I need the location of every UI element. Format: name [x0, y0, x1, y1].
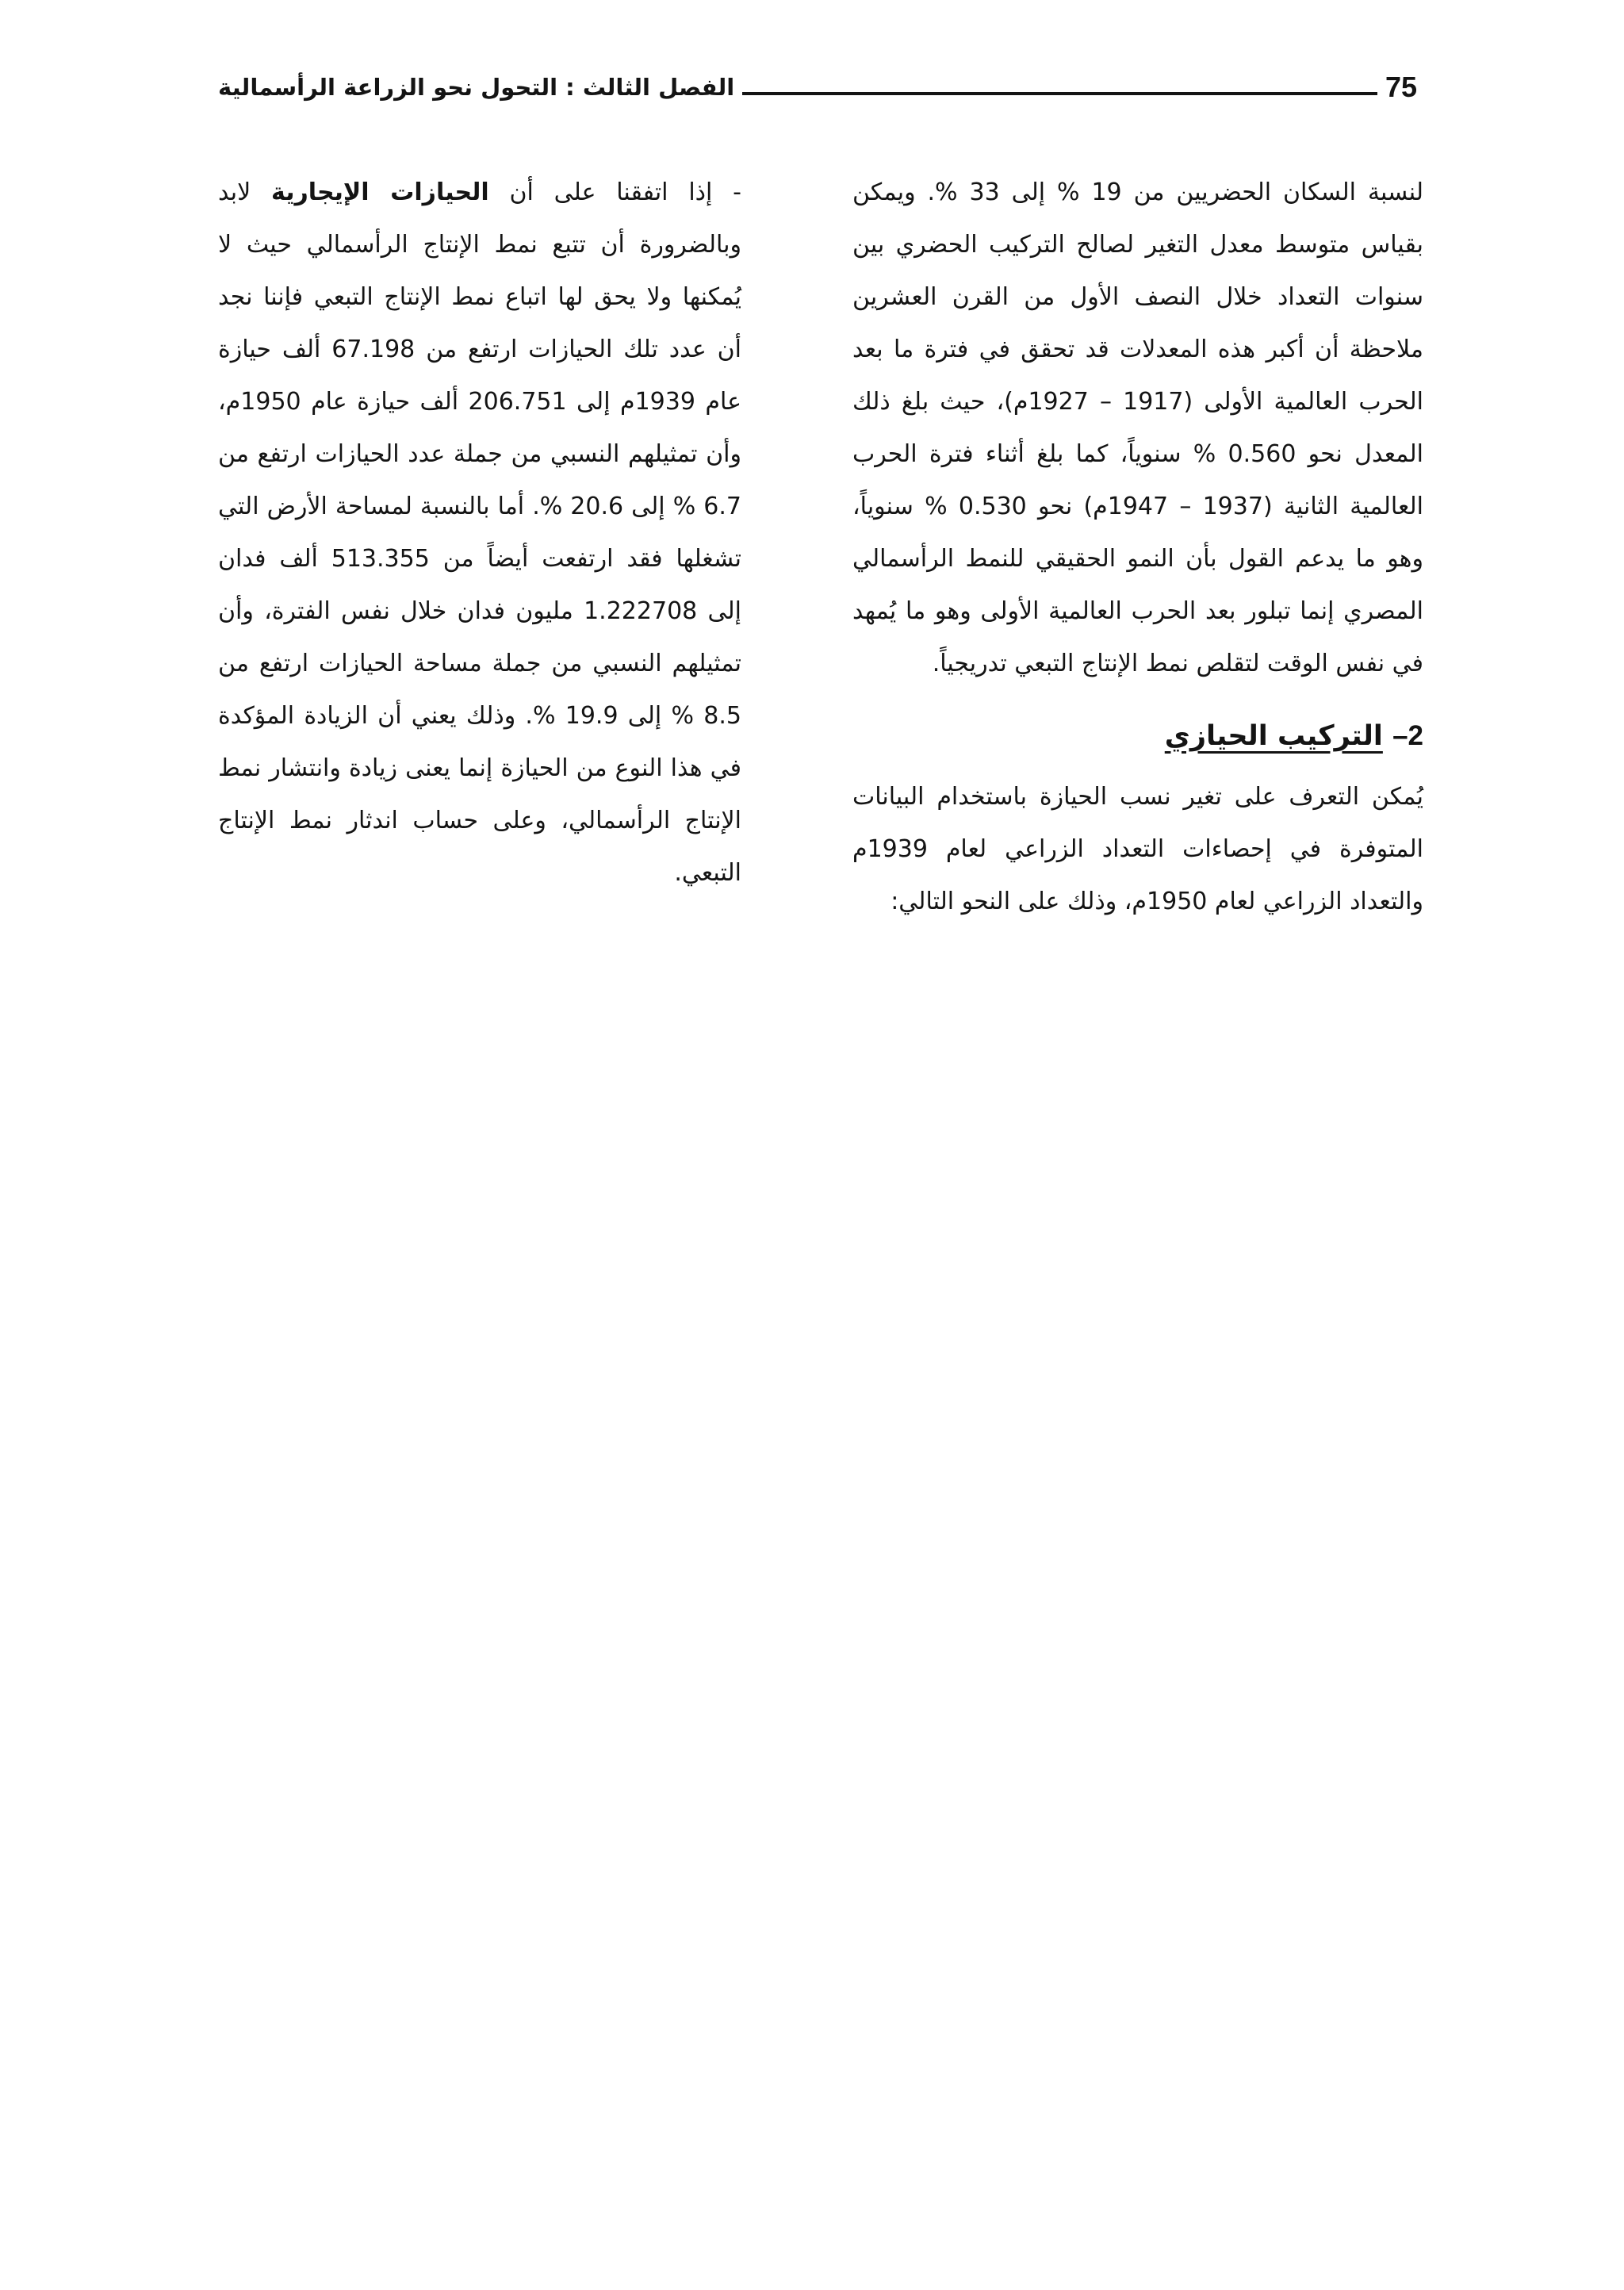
right-column [852, 167, 1423, 928]
paragraph-urban-population: لنسبة السكان الحضريين من 19 % إلى 33 %. ويمكن بقياس متوسط معدل التغير لصالح التركيب الحضري بين سنوات التعداد خلال النصف الأول من القرن العشرين ملاحظة أن أكبر هذه المعدلات قد تحقق في فترة ما بعد الحرب العالمية الأولى (1917 – 1927م)، حيث بلغ ذلك المعدل نحو 0.560 % سنوياً، كما بلغ أثناء فترة الحرب العالمية الثانية (1937 – 1947م) نحو 0.530 % سنوياً، وهو ما يدعم القول بأن النمو الحقيقي للنمط الرأسمالي المصري إنما تبلور بعد الحرب العالمية الأولى وهو ما يُمهد في نفس الوقت لتقلص نمط الإنتاج التبعي تدريجياً. [852, 178, 1424, 677]
paragraph-holdings-intro: يُمكن التعرف على تغير نسب الحيازة باستخدام البيانات المتوفرة في إحصاءات التعداد الزراعي لعام 1939م والتعداد الزراعي لعام 1950م، وذلك على النحو التالي: [852, 783, 1423, 915]
page-header [218, 65, 1423, 105]
section-title: التركيب الحيازي [1164, 720, 1383, 752]
page-number: 75 [1385, 71, 1417, 103]
section-number: 2– [1392, 720, 1423, 751]
paragraph-rental-holdings [218, 167, 741, 900]
chapter-title: الفصل الثالث : التحول نحو الزراعة الرأسمالية [218, 74, 735, 101]
section-heading [852, 712, 1423, 760]
bold-term: الحيازات الإيجارية [271, 178, 489, 206]
paragraph-lead: - إذا اتفقنا على أن [509, 178, 741, 206]
left-column [218, 167, 741, 900]
header-rule [742, 92, 1377, 95]
paragraph-body: لابد وبالضرورة أن تتبع نمط الإنتاج الرأسمالي حيث لا يُمكنها ولا يحق لها اتباع نمط الإنتاج التبعي فإننا نجد أن عدد تلك الحيازات ارتفع من 67.198 ألف حيازة عام 1939م إلى 206.751 ألف حيازة عام 1950م، وأن تمثيلهم النسبي من جملة عدد الحيازات ارتفع من 6.7 % إلى 20.6 %. أما بالنسبة لمساحة الأرض التي تشغلها فقد ارتفعت أيضاً من 513.355 ألف فدان إلى 1.222708 مليون فدان خلال نفس الفترة، وأن تمثيلهم النسبي من جملة مساحة الحيازات ارتفع من 8.5 % إلى 19.9 %. وذلك يعني أن الزيادة المؤكدة في هذا النوع من الحيازة إنما يعنى زيادة وانتشار نمط الإنتاج الرأسمالي، وعلى حساب اندثار نمط الإنتاج التبعي. [218, 178, 741, 887]
